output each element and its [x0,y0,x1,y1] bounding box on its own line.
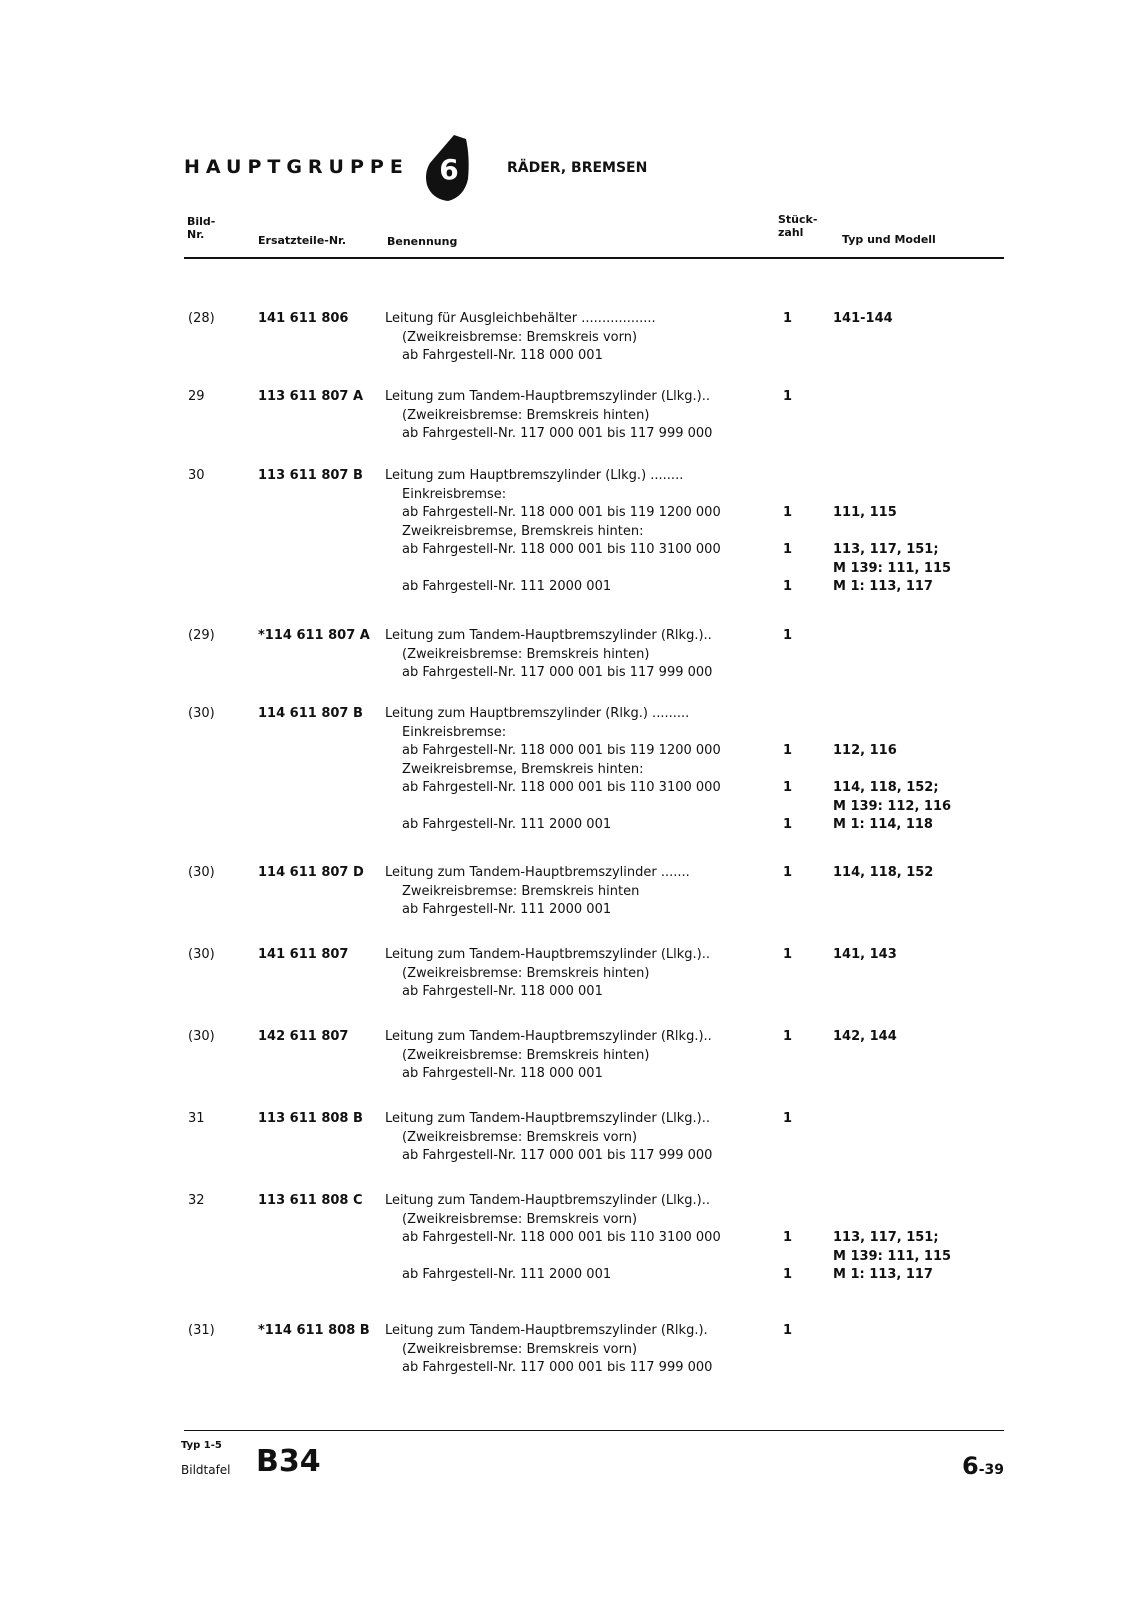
header-rule [184,257,1004,259]
quantity-value [783,1129,803,1148]
type-model [833,467,951,597]
type-model [833,864,933,920]
quantity-value [783,798,803,817]
quantity-value [783,407,803,426]
part-number: 113 611 808 C [258,1193,363,1208]
type-model-value: M 139: 111, 115 [833,560,952,576]
description-line: ab Fahrgestell-Nr. 111 2000 001 [402,1267,612,1282]
quantity-value [783,705,803,724]
quantity-value: 1 [783,628,793,643]
type-model-value [833,965,897,984]
bild-nr: (29) [188,628,215,643]
type-model [833,946,897,1002]
description-line: (Zweikreisbremse: Bremskreis vorn) [402,1211,638,1227]
description-line: Einkreisbremse: [402,486,507,502]
type-model [833,310,893,366]
quantity-value: 1 [783,1111,793,1126]
part-number: 113 611 807 B [258,468,363,483]
part-number: 142 611 807 [258,1029,349,1044]
quantity-value [783,523,803,542]
quantity [783,467,803,597]
part-number: 141 611 807 [258,947,349,962]
description-line: (Zweikreisbremse: Bremskreis hinten) [402,407,650,423]
type-model-value [833,705,951,724]
description-line: ab Fahrgestell-Nr. 111 2000 001 [402,817,612,832]
quantity-value [783,646,803,665]
type-model [833,705,951,835]
group-title: HAUPTGRUPPE [184,156,409,178]
footer-bildtafel-label: Bildtafel [181,1463,231,1477]
description-line: ab Fahrgestell-Nr. 118 000 001 [402,984,603,999]
type-model-value: M 1: 113, 117 [833,1267,933,1282]
description-line: Leitung zum Hauptbremszylinder (Rlkg.) ......... [385,706,690,721]
quantity-value [783,883,803,902]
description [385,310,775,366]
quantity-value [783,486,803,505]
description-line: Leitung zum Tandem-Hauptbremszylinder ....... [385,865,690,880]
quantity [783,705,803,835]
description-line: Leitung für Ausgleichbehälter .................. [385,311,656,326]
type-model [833,1192,951,1285]
quantity [783,1028,803,1084]
bild-nr: (30) [188,947,215,962]
description [385,1192,775,1285]
description [385,1028,775,1084]
type-model-value [833,724,951,743]
quantity-value [783,1359,803,1378]
description-line: ab Fahrgestell-Nr. 118 000 001 bis 110 3100 000 [402,1230,721,1245]
description-line: Leitung zum Tandem-Hauptbremszylinder (Llkg.).. [385,947,710,962]
quantity-value [783,724,803,743]
quantity-value: 1 [783,865,793,880]
description-line: Leitung zum Tandem-Hauptbremszylinder (Llkg.).. [385,1193,710,1208]
quantity-value: 1 [783,542,793,557]
type-model-value: 112, 116 [833,743,897,758]
type-model-value [833,883,933,902]
group-subtitle: RÄDER, BREMSEN [507,160,648,176]
description [385,467,775,597]
type-model-value: 142, 144 [833,1029,897,1044]
quantity [783,864,803,920]
description-line: ab Fahrgestell-Nr. 118 000 001 bis 119 1200 000 [402,505,721,520]
type-model [833,1028,897,1084]
quantity [783,627,803,683]
type-model-value [833,983,897,1002]
description-line: (Zweikreisbremse: Bremskreis hinten) [402,965,650,981]
part-number: 141 611 806 [258,311,349,326]
description-line: ab Fahrgestell-Nr. 117 000 001 bis 117 999 000 [402,426,713,441]
description-line: Leitung zum Tandem-Hauptbremszylinder (Rlkg.). [385,1323,708,1338]
type-model-value: 113, 117, 151; [833,1230,939,1245]
description-line: ab Fahrgestell-Nr. 118 000 001 [402,348,603,363]
bild-nr: (28) [188,311,215,326]
description-line: ab Fahrgestell-Nr. 118 000 001 [402,1066,603,1081]
part-number: 113 611 807 A [258,389,364,404]
quantity [783,1322,803,1378]
type-model-value: M 1: 113, 117 [833,579,933,594]
part-number: 114 611 807 D [258,865,364,880]
quantity-value [783,965,803,984]
description-line: Leitung zum Tandem-Hauptbremszylinder (Llkg.).. [385,1111,710,1126]
description [385,705,775,835]
type-model-value [833,1047,897,1066]
quantity-value: 1 [783,743,793,758]
quantity-value [783,664,803,683]
quantity-value [783,1192,803,1211]
description-line: ab Fahrgestell-Nr. 118 000 001 bis 110 3100 000 [402,542,721,557]
description-line: Leitung zum Tandem-Hauptbremszylinder (Llkg.).. [385,389,710,404]
description [385,1322,775,1378]
bild-nr: (30) [188,1029,215,1044]
part-number: *114 611 808 B [258,1323,370,1338]
quantity-value: 1 [783,1029,793,1044]
type-model-value [833,467,951,486]
bild-nr: (30) [188,865,215,880]
description-line: ab Fahrgestell-Nr. 117 000 001 bis 117 999 000 [402,1148,713,1163]
quantity-value [783,1341,803,1360]
quantity-value [783,1047,803,1066]
type-model-value: M 139: 111, 115 [833,1248,952,1264]
description-line: (Zweikreisbremse: Bremskreis hinten) [402,646,650,662]
description-line: ab Fahrgestell-Nr. 117 000 001 bis 117 999 000 [402,665,713,680]
description-line: Leitung zum Hauptbremszylinder (Llkg.) ........ [385,468,684,483]
description-line [385,1248,775,1267]
quantity-value: 1 [783,947,793,962]
quantity-value [783,1065,803,1084]
description-line: Einkreisbremse: [402,724,507,740]
description [385,1110,775,1166]
group-number: 6 [439,153,459,186]
quantity-value: 1 [783,505,793,520]
quantity-value [783,901,803,920]
description-line: Leitung zum Tandem-Hauptbremszylinder (Rlkg.).. [385,628,712,643]
quantity-value: 1 [783,1230,793,1245]
type-model-value [833,1065,897,1084]
quantity [783,1110,803,1166]
part-number: *114 611 807 A [258,628,370,643]
quantity-value [783,1147,803,1166]
description-line: ab Fahrgestell-Nr. 118 000 001 bis 119 1200 000 [402,743,721,758]
type-model-value: 114, 118, 152 [833,865,934,880]
type-model-value [833,486,951,505]
type-model-value: 111, 115 [833,505,897,520]
description-line: Leitung zum Tandem-Hauptbremszylinder (Rlkg.).. [385,1029,712,1044]
footer-typ: Typ 1-5 [181,1440,222,1451]
description-line: (Zweikreisbremse: Bremskreis vorn) [402,329,638,345]
quantity-value: 1 [783,389,793,404]
type-model-value [833,761,951,780]
col-header-typ: Typ und Modell [842,233,936,246]
description-line [385,560,775,579]
description-line: ab Fahrgestell-Nr. 111 2000 001 [402,902,612,917]
description [385,864,775,920]
description-line: ab Fahrgestell-Nr. 111 2000 001 [402,579,612,594]
type-model-value: 141-144 [833,311,893,326]
description-line: (Zweikreisbremse: Bremskreis vorn) [402,1341,638,1357]
type-model-value [833,523,951,542]
quantity-value: 1 [783,579,793,594]
bild-nr: 30 [188,468,205,483]
quantity-value [783,560,803,579]
quantity-value [783,467,803,486]
quantity-value [783,1248,803,1267]
type-model-value: M 1: 114, 118 [833,817,933,832]
col-header-part: Ersatzteile-Nr. [258,234,347,247]
type-model-value [833,1211,951,1230]
type-model-value: 114, 118, 152; [833,780,939,795]
group-number-badge [424,133,470,203]
type-model-value [833,329,893,348]
description [385,627,775,683]
quantity-value: 1 [783,1323,793,1338]
quantity-value [783,1211,803,1230]
quantity-value [783,347,803,366]
type-model-value: 141, 143 [833,947,897,962]
quantity-value [783,983,803,1002]
bild-nr: 32 [188,1193,205,1208]
description-line: Zweikreisbremse, Bremskreis hinten: [402,761,644,777]
bild-nr: (31) [188,1323,215,1338]
type-model-value: M 139: 112, 116 [833,798,952,814]
bild-nr: 29 [188,389,205,404]
bild-nr: 31 [188,1111,205,1126]
quantity [783,1192,803,1285]
quantity-value: 1 [783,780,793,795]
footer-plate-number: B34 [256,1444,321,1479]
description-line: (Zweikreisbremse: Bremskreis vorn) [402,1129,638,1145]
type-model-value [833,901,933,920]
quantity-value: 1 [783,1267,793,1282]
description-line [385,798,775,817]
quantity-value [783,329,803,348]
type-model-value [833,1192,951,1211]
quantity [783,310,803,366]
page-number: 6-39 [962,1452,1004,1480]
quantity-value: 1 [783,311,793,326]
description [385,946,775,1002]
col-header-qty: Stück- zahl [778,213,818,239]
description-line: Zweikreisbremse, Bremskreis hinten: [402,523,644,539]
quantity-value [783,425,803,444]
part-number: 114 611 807 B [258,706,363,721]
quantity-value [783,761,803,780]
description [385,388,775,444]
bild-nr: (30) [188,706,215,721]
col-header-bild: Bild- Nr. [187,215,216,241]
description-line: ab Fahrgestell-Nr. 117 000 001 bis 117 999 000 [402,1360,713,1375]
description-line: Zweikreisbremse: Bremskreis hinten [402,883,640,899]
quantity-value: 1 [783,817,793,832]
part-number: 113 611 808 B [258,1111,363,1126]
quantity [783,946,803,1002]
quantity [783,388,803,444]
type-model-value [833,347,893,366]
description-line: (Zweikreisbremse: Bremskreis hinten) [402,1047,650,1063]
description-line: ab Fahrgestell-Nr. 118 000 001 bis 110 3100 000 [402,780,721,795]
footer-rule [184,1430,1004,1431]
col-header-desc: Benennung [387,235,458,248]
type-model-value: 113, 117, 151; [833,542,939,557]
